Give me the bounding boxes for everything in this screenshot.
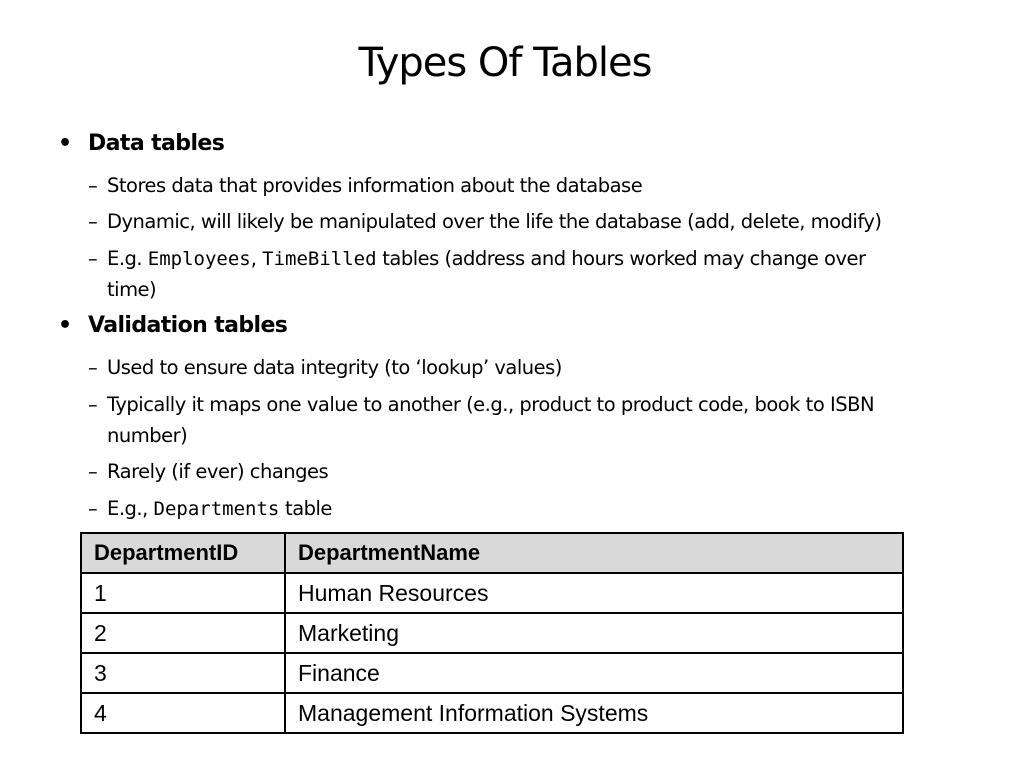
- cell-department-id: 3: [81, 653, 285, 693]
- text-fragment: E.g.,: [107, 497, 154, 520]
- column-header-departmentname: DepartmentName: [285, 533, 903, 573]
- dash-icon: –: [88, 356, 98, 379]
- table-header-row: [81, 533, 903, 573]
- text-fragment: tables (address and hours worked may change over: [376, 247, 866, 270]
- text-fragment: E.g.: [107, 247, 148, 270]
- sub-bullet-text: Stores data that provides information about the database: [107, 174, 643, 197]
- table-name-departments: Departments: [153, 498, 280, 520]
- sub-bullet-text: [107, 493, 977, 525]
- cell-department-id: 1: [81, 573, 285, 613]
- dash-icon: –: [88, 497, 98, 520]
- cell-department-name: Marketing: [285, 613, 903, 653]
- sub-bullet-text: time): [107, 278, 157, 301]
- bullet-icon: •: [58, 313, 72, 338]
- table-row: [81, 653, 903, 693]
- cell-department-name: Finance: [285, 653, 903, 693]
- dash-icon: –: [88, 460, 98, 483]
- dash-icon: –: [88, 210, 98, 233]
- sub-bullet-text: Used to ensure data integrity (to ‘lookup’ values): [107, 356, 562, 379]
- sub-bullet-text: Rarely (if ever) changes: [107, 460, 329, 483]
- dash-icon: –: [88, 174, 98, 197]
- sub-bullet-text: Dynamic, will likely be manipulated over the life the database (add, delete, modify): [107, 210, 882, 233]
- slide-title: Types Of Tables: [358, 40, 652, 86]
- dash-icon: –: [88, 393, 98, 416]
- dash-icon: –: [88, 247, 98, 270]
- sub-bullet-text: Typically it maps one value to another (e.g., product to product code, book to ISBN: [107, 393, 875, 416]
- table-name-timebilled: TimeBilled: [262, 248, 377, 270]
- table-row: [81, 573, 903, 613]
- column-header-departmentid: DepartmentID: [81, 533, 285, 573]
- table-row: [81, 613, 903, 653]
- bullet-heading: Data tables: [88, 131, 225, 156]
- text-fragment: table: [279, 497, 332, 520]
- table-name-employees: Employees: [147, 248, 251, 270]
- sub-bullet-text: number): [107, 424, 188, 447]
- bullet-heading: Validation tables: [88, 313, 288, 338]
- table-row: [81, 693, 903, 733]
- cell-department-name: Management Information Systems: [285, 693, 903, 733]
- departments-table: [80, 532, 904, 734]
- cell-department-id: 4: [81, 693, 285, 733]
- cell-department-name: Human Resources: [285, 573, 903, 613]
- text-fragment: ,: [250, 247, 263, 270]
- sub-bullet-text: [107, 243, 977, 275]
- cell-department-id: 2: [81, 613, 285, 653]
- bullet-icon: •: [58, 131, 72, 156]
